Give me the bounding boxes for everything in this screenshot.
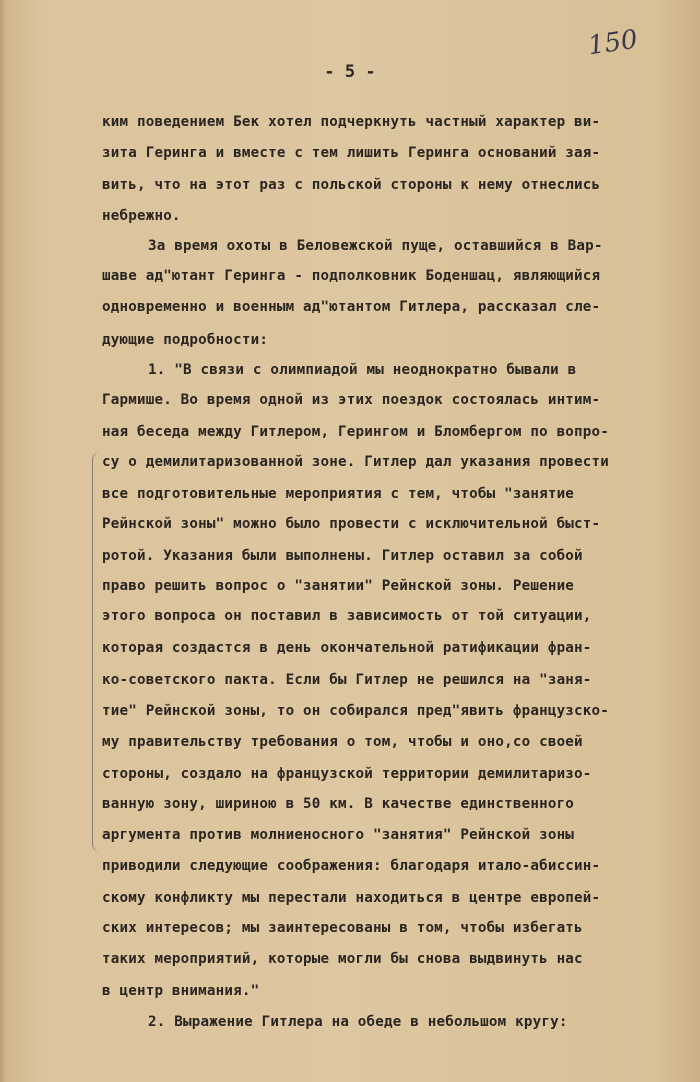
text-line: скому конфликту мы перестали находиться в центре европей- [102, 890, 601, 906]
text-line: 2. Выражение Гитлера на обеде в небольшом кругу: [148, 1014, 568, 1030]
text-line: ванную зону, шириною в 50 км. В качестве единственного [102, 796, 575, 812]
text-line: дующие подробности: [102, 332, 269, 348]
text-line: зита Геринга и вместе с тем лишить Геринга оснований зая- [102, 145, 601, 161]
text-line: аргумента против молниеносного "занятия" Рейнской зоны [102, 827, 575, 843]
text-line: ко-советского пакта. Если бы Гитлер не решился на "заня- [102, 672, 592, 688]
text-line: му правительству требования о том, чтобы и оно,со своей [102, 734, 583, 750]
text-line: ная беседа между Гитлером, Герингом и Бломбергом по вопро- [102, 424, 610, 440]
text-line: Рейнской зоны" можно было провести с исключительной быст- [102, 516, 601, 532]
text-line: в центр внимания." [102, 983, 260, 999]
handwritten-archive-number: 150 [586, 24, 640, 62]
page-number: - 5 - [324, 62, 376, 82]
text-line: ким поведением Бек хотел подчеркнуть частный характер ви- [102, 114, 601, 130]
text-line: приводили следующие соображения: благодаря итало-абиссин- [102, 858, 601, 874]
text-line: право решить вопрос о "занятии" Рейнской зоны. Решение [102, 578, 575, 594]
text-line: су о демилитаризованной зоне. Гитлер дал указания провести [102, 454, 610, 470]
page-edge-shadow [0, 0, 6, 1082]
text-line: 1. "В связи с олимпиадой мы неоднократно бывали в [148, 362, 577, 378]
text-line: шаве ад"ютант Геринга - подполковник Боденшац, являющийся [102, 268, 601, 284]
text-line: ских интересов; мы заинтересованы в том, чтобы избегать [102, 920, 583, 936]
text-line: стороны, создало на французской территории демилитаризо- [102, 766, 592, 782]
text-line: все подготовительные мероприятия с тем, чтобы "занятие [102, 486, 575, 502]
text-line: этого вопроса он поставил в зависимость от той ситуации, [102, 608, 592, 624]
text-line: За время охоты в Беловежской пуще, оставшийся в Вар- [148, 238, 603, 254]
text-line: которая создастся в день окончательной ратификации фран- [102, 640, 592, 656]
text-line: тие" Рейнской зоны, то он собирался пред"явить французско- [102, 703, 610, 719]
text-line: одновременно и военным ад"ютантом Гитлера, рассказал сле- [102, 299, 601, 315]
text-line: Гармише. Во время одной из этих поездок состоялась интим- [102, 392, 601, 408]
text-line: небрежно. [102, 208, 181, 224]
text-line: ротой. Указания были выполнены. Гитлер оставил за собой [102, 548, 583, 564]
text-line: таких мероприятий, которые могли бы снова выдвинуть нас [102, 951, 583, 967]
text-line: вить, что на этот раз с польской стороны к нему отнеслись [102, 177, 601, 193]
